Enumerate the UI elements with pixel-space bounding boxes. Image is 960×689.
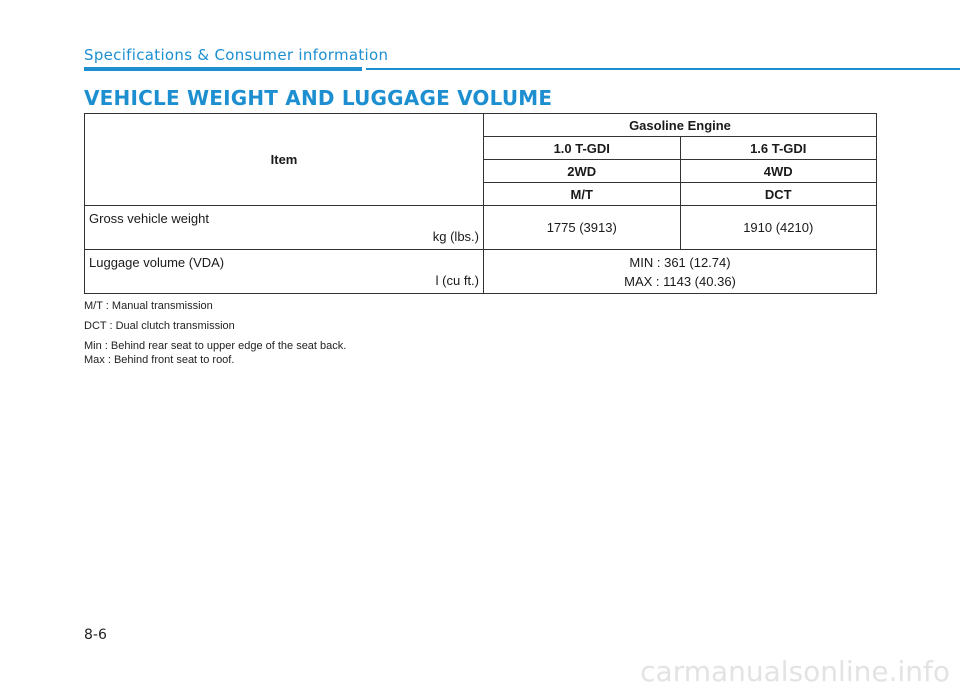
row-label-cell [85,250,484,294]
footnotes [84,299,346,373]
row-label: Luggage volume (VDA) [89,255,225,270]
section-header: Specifications & Consumer information [84,46,389,64]
header-rule-thick [84,67,362,71]
luggage-min: MIN : 361 (12.74) [629,254,731,270]
footnote: DCT : Dual clutch transmission [84,320,235,332]
watermark: carmanualsonline.info [640,655,950,688]
footnote: Min : Behind rear seat to upper edge of the seat back. [84,340,347,352]
row-unit: kg (lbs.) [432,229,479,244]
transmission-1-header: M/T [484,183,681,206]
page-title: VEHICLE WEIGHT AND LUGGAGE VOLUME [84,86,553,110]
engine-1-header: 1.0 T-GDI [484,137,681,160]
page-number: 8-6 [84,627,107,643]
row-label-cell [85,206,484,250]
value-cell: 1910 (4210) [680,206,877,250]
engine-header: Gasoline Engine [484,114,877,137]
spec-table [84,113,877,294]
footnote: M/T : Manual transmission [84,300,213,312]
footnote: Max : Behind front seat to roof. [84,354,235,366]
luggage-max: MAX : 1143 (40.36) [624,273,736,289]
drive-2-header: 4WD [680,160,877,183]
value-cell: 1775 (3913) [484,206,681,250]
row-label: Gross vehicle weight [89,211,209,226]
row-unit: l (cu ft.) [435,273,479,288]
header-rule-thin [366,68,960,70]
engine-2-header: 1.6 T-GDI [680,137,877,160]
luggage-volume-cell [484,250,877,294]
item-header: Item [85,114,484,206]
drive-1-header: 2WD [484,160,681,183]
table-row [85,250,877,294]
table-row [85,206,877,250]
transmission-2-header: DCT [680,183,877,206]
